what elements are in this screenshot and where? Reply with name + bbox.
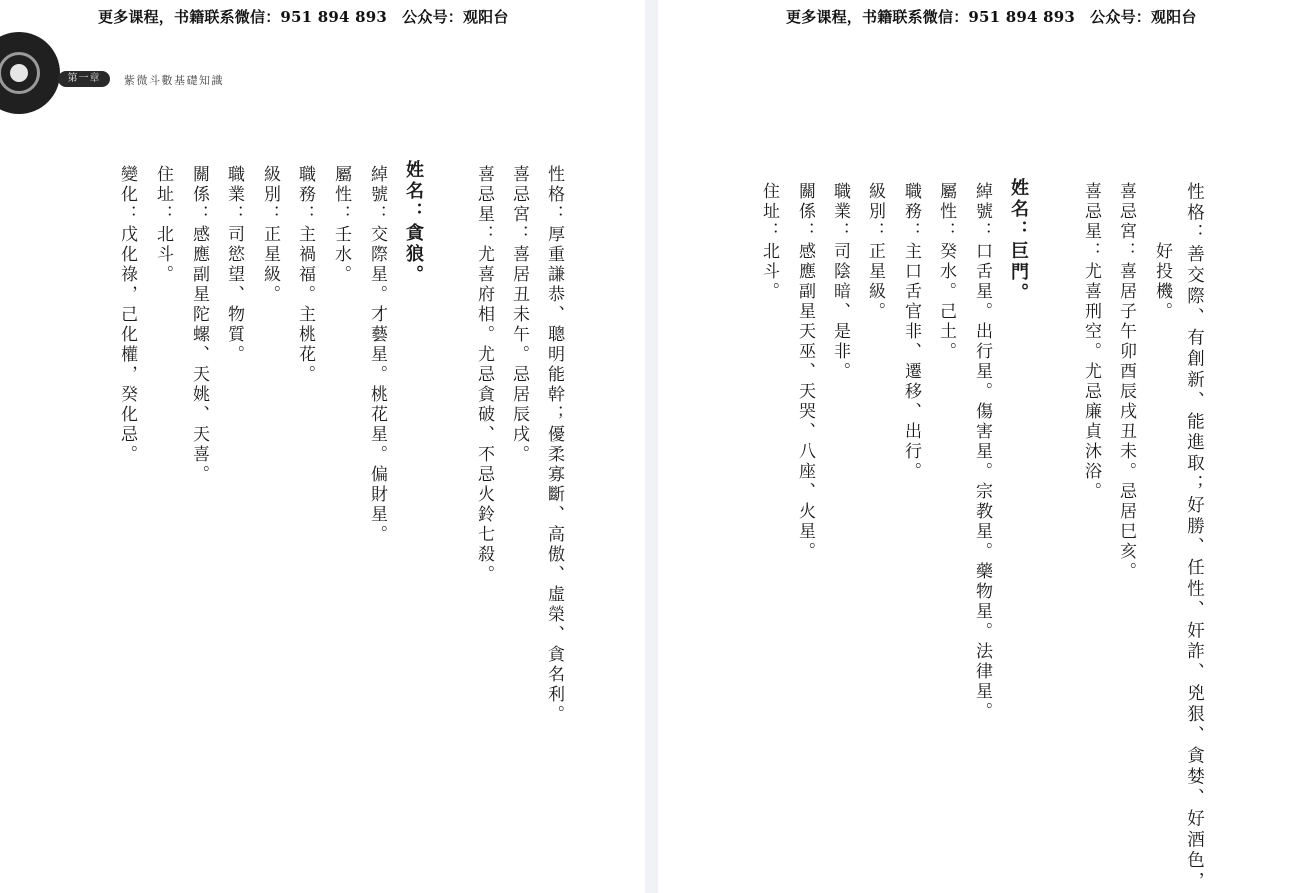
text-column: 喜忌宮：喜居子午卯酉辰戌丑未。忌居巳亥。 <box>1116 182 1136 582</box>
text-column: 住址：北斗。 <box>153 165 173 285</box>
star-name-heading: 姓名：巨門。 <box>1008 178 1029 304</box>
text-column: 喜忌宮：喜居丑未午。忌居辰戌。 <box>509 165 529 465</box>
text-column: 喜忌星：尤喜刑空。尤忌廉貞沐浴。 <box>1081 182 1101 502</box>
star-name-heading: 姓名：貪狼。 <box>403 160 424 286</box>
left-page <box>0 0 645 893</box>
text-column: 職務：主禍福。主桃花。 <box>295 165 315 385</box>
text-column: 職務：主口舌官非、遷移、出行。 <box>901 182 921 482</box>
text-column: 性格：厚重謙恭、聰明能幹；優柔寡斷、高傲、虛榮、貪名利。 <box>544 165 564 725</box>
page-gutter <box>645 0 658 893</box>
text-column: 住址：北斗。 <box>759 182 779 302</box>
chapter-tag: 第一章 <box>58 71 110 87</box>
watermark-right: 更多课程，书籍联系微信：951 894 893 公众号：观阳台 <box>786 8 1197 26</box>
text-column: 屬性：壬水。 <box>331 165 351 285</box>
text-column: 綽號：交際星。才藝星。桃花星。偏財星。 <box>367 165 387 545</box>
text-column: 好投機。 <box>1152 242 1172 322</box>
text-column: 變化：戊化祿，己化權，癸化忌。 <box>117 165 137 465</box>
text-column: 級別：正星級。 <box>260 165 280 305</box>
text-column: 喜忌星：尤喜府相。尤忌貪破、不忌火鈴七殺。 <box>474 165 494 585</box>
text-column: 關係：感應副星天巫、天哭、八座、火星。 <box>795 182 815 562</box>
text-column: 級別：正星級。 <box>865 182 885 322</box>
text-column: 性格：善交際、有創新、能進取；好勝、任性、奸詐、兇狠、貪婪、好酒色， <box>1184 182 1205 893</box>
text-column: 職業：司陰暗、是非。 <box>830 182 850 382</box>
text-column: 綽號：口舌星。出行星。傷害星。宗教星。藥物星。法律星。 <box>972 182 992 722</box>
text-column: 職業：司慾望、物質。 <box>224 165 244 365</box>
text-column: 屬性：癸水。己土。 <box>936 182 956 362</box>
chapter-emblem-icon <box>0 32 60 114</box>
right-page <box>658 0 1297 893</box>
running-head: 紫微斗數基礎知識 <box>124 74 224 87</box>
text-column: 關係：感應副星陀螺、天姚、天喜。 <box>189 165 209 485</box>
watermark-left: 更多课程，书籍联系微信：951 894 893 公众号：观阳台 <box>98 8 509 26</box>
